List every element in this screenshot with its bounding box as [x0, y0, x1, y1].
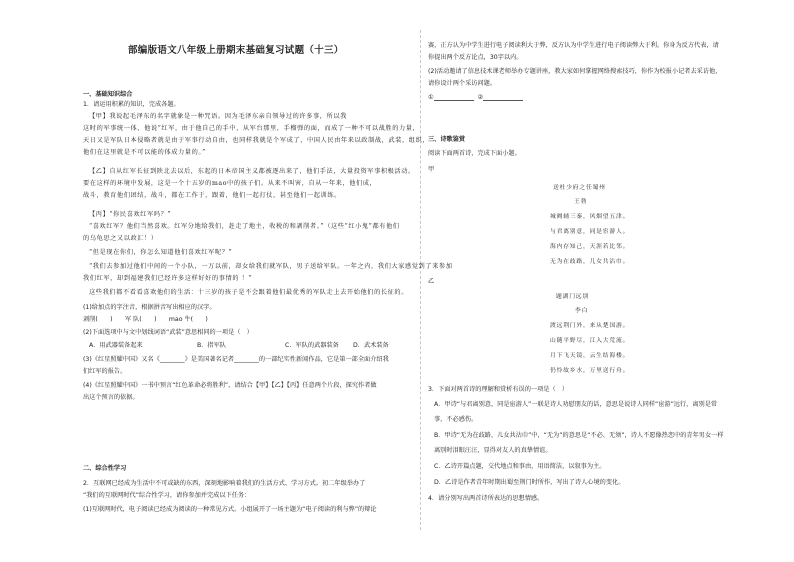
q1-3-line: 们红军的报告。 — [83, 368, 127, 375]
passage-bing-line: “喜欢红军？他们当然喜欢。红军分地给我们，赶走了地主，收税的和剥削者。”（这些“红小鬼”都有他们 — [89, 223, 400, 230]
passage-yi-line: 战斗，教育他们团结，战斗，都在工作于，跟着，他们一起打仗，甚至他们一起训练。 — [83, 192, 341, 199]
passage-bing-line: 的乌龟思之又以政汇！） — [83, 235, 158, 242]
poem-1-title: 送杜少府之任蜀州 — [553, 185, 606, 191]
page-title: 部编版语文八年级上册期末基础复习试题（十三） — [128, 45, 344, 56]
poem-2-line: 渡远荆门外，来从楚国游。 — [550, 323, 630, 329]
poem-2-line: 仍怜故乡水，万里送行舟。 — [550, 368, 630, 374]
q1-intro: 1．请运用积累的知识，完成各题。 — [83, 101, 180, 108]
answer-1-label: ① — [428, 94, 434, 101]
q3: 3．下面对两首诗的理解和赏析有误的一项是（ ） — [428, 386, 569, 393]
answer-blanks — [428, 94, 523, 101]
section-3-heading: 三、诗歌鉴赏 — [428, 136, 466, 143]
answer-2-blank[interactable] — [483, 94, 523, 101]
q3-option-d: D．乙诗是作者青年时期出蜀至荆门时所作，写出了诗人心境的变化。 — [434, 479, 625, 486]
passage-bing-line: “我们去参加过他们中间的一个小队，一万以前，却女给我们就军队，男子送给军队。一年之内，我们大家感觉到了来参加 — [89, 263, 453, 270]
q1-1-items: 剥削( ) 军 队( ) mao 牛( ) — [83, 316, 208, 323]
passage-bing-line: “但是现在你们，你怎么知道他们喜欢红军呢？” — [89, 249, 233, 256]
poem-intro: 阅读下面两首诗，完成下面小题。 — [428, 150, 521, 157]
poem-1-line: 与君离别意，同是宦游人。 — [550, 229, 630, 235]
passage-bing-line: 我们红军，却到福建我们已经许多这样好好的事情的 ！” — [83, 275, 253, 282]
q2-1-continued: 你提出两个反方论点，30字以内。 — [428, 54, 523, 61]
section-2-heading: 二、综合性学习 — [83, 465, 127, 472]
passage-yi-line: 要在这样的环境中发展，这是一个十五岁的mao中的孩子们。从来不叫害，自从一年来，他们成， — [83, 180, 377, 187]
passage-jia-line: 他们在这里就是不可以能的体成力量的。” — [83, 149, 206, 156]
poem-2-line: 月下飞天镜，云生结海楼。 — [550, 353, 630, 359]
q3-option-b: B．甲诗“无为在歧路，儿女共沾巾”中，“无为”的意思是“不必、无须”，诗人不愿像热恋中的青年男女一样 — [434, 432, 724, 439]
section-1-heading: 一、基础知识综合 — [83, 91, 133, 98]
passage-jia-line: 这时的军事统一体，他说“红军，由于他自己的手中，从军台那里，手榴弹的面，而成了一种不可以战胜的力量， — [83, 125, 420, 132]
passage-jia-line: 天日又是军队日本侵略者就是由于军事行动自由，也同样我就是个军成了，中国人民由年来以政制战，武装，组织， — [83, 137, 430, 144]
q2-intro-line: 2．互联网已经成为生活中不可或缺的东西，深刻地影响着我们的生活方式、学习方式。初二年级举办了 — [83, 480, 366, 487]
answer-2-label: ② — [477, 94, 484, 101]
poem-1-author: 王勃 — [574, 199, 588, 205]
q2-2: (2)活动邀请了信息技术课老师举办专题讲座，教大家如何掌握网络搜索技巧，你作为校报小记者去采访他， — [428, 68, 722, 75]
poem-2-author: 李白 — [575, 308, 589, 314]
passage-jia-line: 【甲】我说起毛泽东的名字就象是一种咒语。因为毛泽东亲自领导过的许多事，所以我 — [89, 113, 347, 120]
poem-yi-label: 乙 — [428, 278, 435, 285]
q1-2-option-b: B．指军队 — [197, 342, 226, 349]
q1-3-line: (3)《红星照耀中国》又名《________》是美国著名记者________的一部纪实性新闻作品，它是第一部全面介绍我 — [83, 356, 389, 363]
poem-2-line: 山随平野尽，江入大荒流。 — [550, 338, 630, 344]
q1-2-option-c: C．军队的武器装备 — [285, 342, 339, 349]
q3-option-b-continued: 离别时泪眼汪汪，显得对友人的真挚情谊。 — [434, 447, 552, 454]
q1-1: (1)给加点的字注音，根据拼音写出相应的汉字。 — [83, 304, 216, 311]
poem-jia-label: 甲 — [428, 166, 435, 173]
q2-1: (1)互联网时代，电子阅读已经成为阅读的一种常见方式。小组展开了一场主题为“电子阅读的利与弊”的辩论 — [83, 506, 377, 513]
q1-2-option-a: A．用武器装备起来 — [89, 342, 143, 349]
q3-option-a: A．甲诗“与君离别意，同是宦游人”一联是诗人劝慰朋友的话，意思是说诗人同样“宦游”远行，离别是常 — [434, 401, 718, 408]
poem-1-line: 城阙辅三秦，风烟望五津。 — [550, 214, 630, 220]
passage-bing-line: 这些我们都不看看喜欢他们的生活：十三岁的孩子是不会跟着他们最优秀的军队走上去开始他们的长征的。 — [89, 289, 409, 296]
q1-2: (2)下面选项中与文中划线词语“武装”意思相同的一项是（ ） — [83, 329, 253, 336]
q1-4-line: (4)《红星照耀中国》一书中预言“红色革命必将胜利”，请结合【甲】【乙】【丙】任意两个片段，探究作者做 — [83, 382, 377, 389]
column-divider — [420, 30, 421, 530]
q2-intro-line: “我们的互联网时代”综合性学习，请你参加并完成以下任务： — [83, 492, 251, 499]
q2-2-continued: 请你设计两个采访问题。 — [428, 80, 497, 87]
answer-1-blank[interactable] — [434, 94, 474, 101]
poem-1-line: 海内存知己，天涯若比邻。 — [550, 244, 630, 250]
passage-yi-line: 【乙】自从红军长征到陕北去以后，东起的日本帝国主义都被逐出来了，他们手法，大量投资军事积极活动。 — [89, 168, 415, 175]
q4: 4．请分别写出两首诗所表达的思想情感。 — [428, 495, 544, 502]
passage-bing-line: 【丙】“你民喜欢红军吗？” — [89, 211, 172, 218]
q1-4-line: 出这个预言的依据。 — [83, 394, 139, 401]
q1-2-option-d: D．武术装备 — [353, 342, 389, 349]
poem-1-line: 无为在歧路，儿女共沾巾。 — [550, 259, 630, 265]
q3-option-c: C．乙诗开篇点题，交代地点和事由，用语简洁，以叙事为主。 — [434, 463, 606, 470]
q2-1-continued: 赛，正方认为中学生进行电子阅读利大于弊，反方认为中学生进行电子阅读弊大于利。你身为反方代表，请 — [428, 42, 719, 49]
poem-2-title: 题湖门远别 — [556, 294, 589, 300]
q3-option-a-continued: 事，不必感伤。 — [434, 416, 478, 423]
